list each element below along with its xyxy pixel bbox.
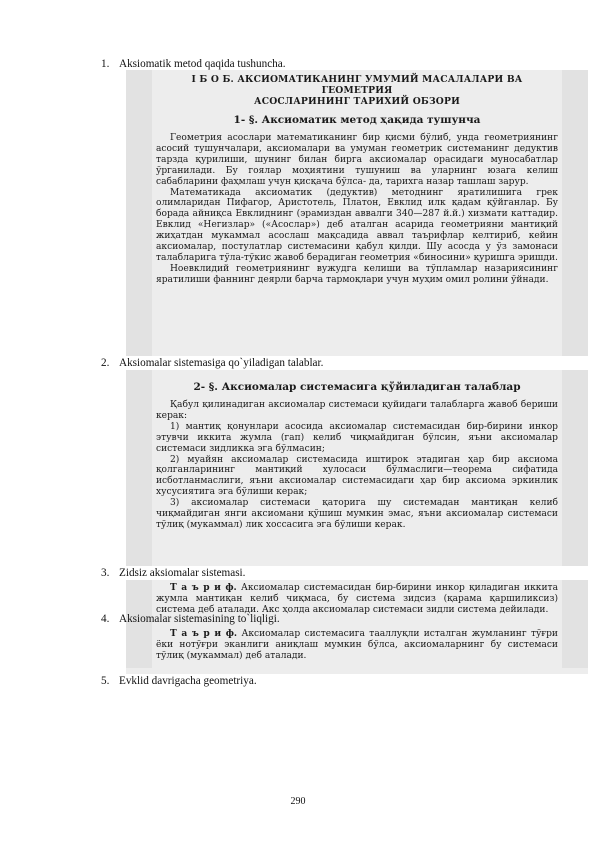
scan-paragraph: Геометрия асослари математиканинг бир қисми бўлиб, унда геометриянинг асосий тушунчалари, аксиомалари ва умуман геометрик системанинг дедуктив тарзда қурилиши, шунинг билан бирга аксиомалар орасидаги муносабатлар ўрганилади. Бу гоялар моҳиятини тушуниш ва уларнинг юзага келиш сабабларини фаҳмлаш учун қисқача бўлса- да, тарихга назар ташлаш зарур. [156,133,558,187]
list-item-4 [101,613,280,626]
item-text: Zidsiz aksiomalar sistemasi. [119,567,246,579]
section-title: 1- §. Аксиоматик метод ҳақида тушунча [233,114,481,126]
section-title: 2- §. Аксиомалар системасига қўйиладиган талаблар [193,381,521,393]
definition-paragraph [156,583,558,616]
definition-paragraph [156,629,558,662]
definition-label: Т а ъ р и ф. [170,582,237,593]
item-text: Aksiomalar sistemasining to`liqligi. [119,613,280,625]
item-number: 1. [101,58,110,70]
list-item-3 [101,567,245,580]
item-text: Aksiomalar sistemasiga qo`yiladigan talablar. [119,357,324,369]
scanned-page-image-4 [126,626,588,674]
chapter-heading-line2: АСОСЛАРИНИНГ ТАРИХИЙ ОБЗОРИ [254,96,460,107]
item-text: Evklid davrigacha geometriya. [119,675,257,687]
definition-label: Т а ъ р и ф. [170,628,238,639]
definition-text: Аксиомалар системасига тааллуқли исталган жумланинг тўғри ёки нотўғри эканлиги аниқлаш мумкин бўлса, аксиомаларнинг бу системаси тўлиқ (мукаммал) деб аталади. [156,629,558,661]
item-text: Aksiomatik metod qaqida tushuncha. [119,58,286,70]
list-item-5 [101,675,257,688]
scan-paragraph: Математикада аксиоматик (дедуктив) методнинг яратилишига грек олимларидан Пифагор, Аристотель, Платон, Евклид илк қадам қўйганлар. Бу борада айниқса Евклиднинг (эрамиздан аввалги 340—287 й.й.) хизмати каттадир. Евклид «Негизлар» («Асослар») деб аталган асарида геометрияни мантиқий жиҳатдан мукаммал асослаш мақсадида аввал таърифлар келтириб, кейин аксиомалар, постулатлар системасини қабул қилди. Шу асосда у ўз замонаси талабларига тўла-тўкис жавоб берадиган геометрия «биносини» қуришга эришди. [156,187,558,263]
item-number: 3. [101,567,110,579]
item-number: 2. [101,357,110,369]
scan-paragraph: Ноевклидий геометриянинг вужудга келиши ва тўпламлар назариясининг яратилиши фаннинг деярли барча тармоқлари учун муҳим омил ролини ўйнади. [156,263,558,285]
scan-paragraph: 2) муайян аксиомалар системасида иштирок этадиган ҳар бир аксиома қолганларининг мантиқий хулосаси бўлмаслиги—теорема сифатида исботланмаслиги, яъни аксиомалар системасидаги ҳар бир аксиома эркинлик хусусиятига эга бўлиши керак; [156,454,558,498]
scanned-page-image-1 [126,70,588,356]
chapter-heading-line1: І Б О Б. АКСИОМАТИКАНИНГ УМУМИЙ МАСАЛАЛАРИ ВА ГЕОМЕТРИЯ [191,74,523,96]
scan-paragraph: Қабул қилинадиган аксиомалар системаси қуйидаги талабларга жавоб бериши керак: [156,400,558,421]
scan-paragraph: 3) аксиомалар системаси қаторига шу системадан мантиқан келиб чиқмайдиган янги аксиомани қўшиш мумкин эмас, яъни аксиомалар системаси тўлиқ (мукаммал) лик хоссасига эга бўлиши керак. [156,498,558,530]
scanned-page-image-2 [126,370,588,566]
scan-paragraph: 1) мантиқ қонунлари асосида аксиомалар системасидан бир-бирини инкор этувчи иккита жумла (гап) келиб чиқмайдиган бўлсин, яъни аксиомалар системаси зидликка эга бўлмасин; [156,421,558,454]
item-number: 5. [101,675,110,687]
item-number: 4. [101,613,110,625]
list-item-2 [101,357,323,370]
definition-text: Аксиомалар системасидан бир-бирини инкор қиладиган иккита жумла мантиқан келиб чиқмаса, бу система зидсиз (қарама қаршиликсиз) система деб аталади. Акс ҳолда аксиомалар системаси зидли система дейилади. [156,583,558,615]
page-number: 290 [290,796,306,807]
